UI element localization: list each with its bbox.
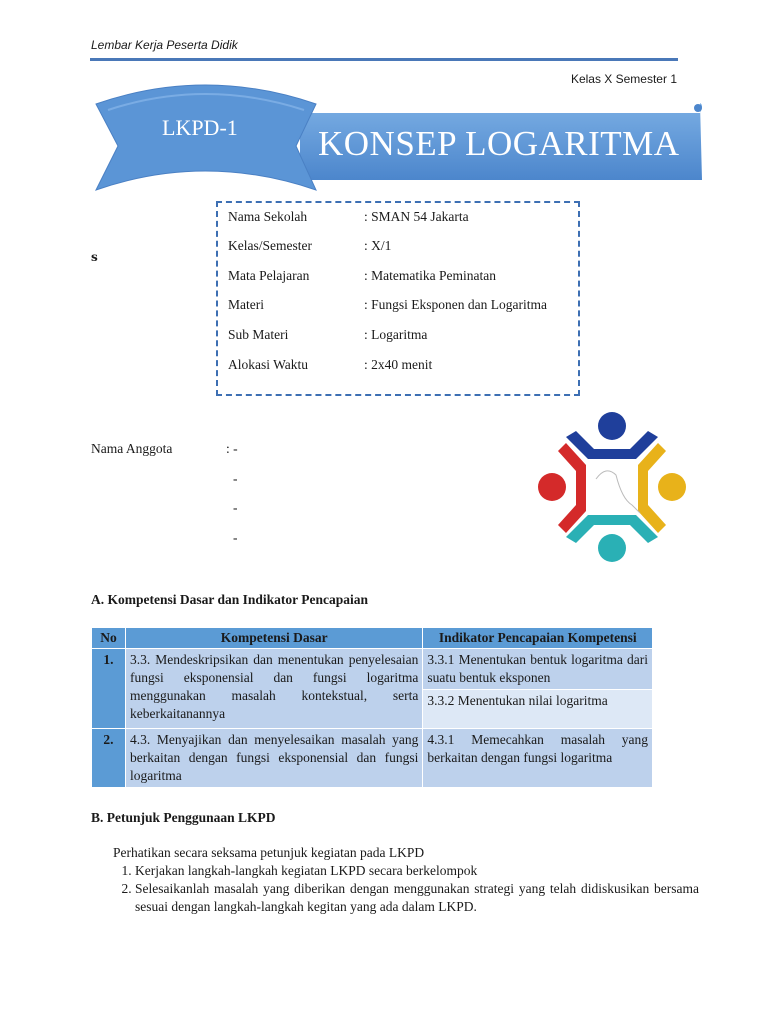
row-number: 1. — [92, 649, 126, 729]
indicator-cell: 3.3.1 Menentukan bentuk logaritma dari suatu bentuk eksponen — [423, 649, 653, 690]
people-circle-logo-icon — [536, 409, 688, 565]
class-semester-label: Kelas X Semester 1 — [570, 72, 677, 86]
kd-cell: 4.3. Menyajikan dan menyelesaikan masalah yang berkaitan dengan fungsi eksponensial dan fungsi logaritma — [125, 729, 422, 788]
lkpd-number-label: LKPD-1 — [162, 115, 238, 140]
group-members-label: Nama Anggota — [91, 441, 173, 456]
main-title: KONSEP LOGARITMA — [318, 124, 680, 163]
info-value-subject: : Matematika Peminatan — [364, 268, 496, 283]
list-item: 1. Kerjakan langkah-langkah kegiatan LKPD secara berkelompok — [135, 862, 699, 880]
info-label-time: Alokasi Waktu — [228, 357, 309, 372]
list-item: 2. Selesaikanlah masalah yang diberikan dengan menggunakan strategi yang telah didiskusikan bersama sesuai dengan langkah-langkah kegitan yang ada dalam LKPD. — [135, 880, 699, 916]
info-label-school: Nama Sekolah — [228, 209, 308, 224]
header-indicator: Indikator Pencapaian Kompetensi — [423, 628, 653, 649]
school-info-box — [216, 201, 580, 396]
instructions-intro: Perhatikan secara seksama petunjuk kegiatan pada LKPD — [113, 845, 425, 860]
section-a-title: A. Kompetensi Dasar dan Indikator Pencapaian — [91, 592, 369, 607]
info-label-subject: Mata Pelajaran — [228, 268, 310, 283]
indicator-cell: 4.3.1 Memecahkan masalah yang berkaitan dengan fungsi logaritma — [423, 729, 653, 788]
row-number: 2. — [92, 729, 126, 788]
kd-cell: 3.3. Mendeskripsikan dan menentukan penyelesaian fungsi eksponensial dan fungsi logaritma menggunakan masalah kontekstual, serta keberkaitanannya — [125, 649, 422, 729]
section-b-title: B. Petunjuk Penggunaan LKPD — [91, 810, 276, 825]
info-label-submaterial: Sub Materi — [228, 327, 289, 342]
table-header-row — [92, 628, 653, 649]
member-entry: - — [233, 530, 238, 545]
header-kd: Kompetensi Dasar — [125, 628, 422, 649]
info-value-class: : X/1 — [364, 238, 392, 253]
info-value-submaterial: : Logaritma — [364, 327, 428, 342]
indicator-cell: 3.3.2 Menentukan nilai logaritma — [423, 690, 653, 729]
competency-table — [91, 627, 653, 788]
stray-mark: s — [91, 250, 98, 264]
info-value-time: : 2x40 menit — [364, 357, 433, 372]
title-banner — [0, 0, 768, 220]
document-header-title: Lembar Kerja Peserta Didik — [91, 38, 238, 52]
member-entry: : - — [226, 441, 238, 456]
member-entry: - — [233, 471, 238, 486]
banner-scroll-curl — [694, 104, 702, 112]
info-value-school: : SMAN 54 Jakarta — [364, 209, 469, 224]
member-entry: - — [233, 500, 238, 515]
info-label-material: Materi — [228, 297, 264, 312]
header-no: No — [92, 628, 126, 649]
info-value-material: : Fungsi Eksponen dan Logaritma — [364, 297, 547, 312]
info-label-class: Kelas/Semester — [228, 238, 312, 253]
table-row — [92, 729, 653, 788]
table-row — [92, 649, 653, 690]
instruction-list — [113, 862, 699, 916]
